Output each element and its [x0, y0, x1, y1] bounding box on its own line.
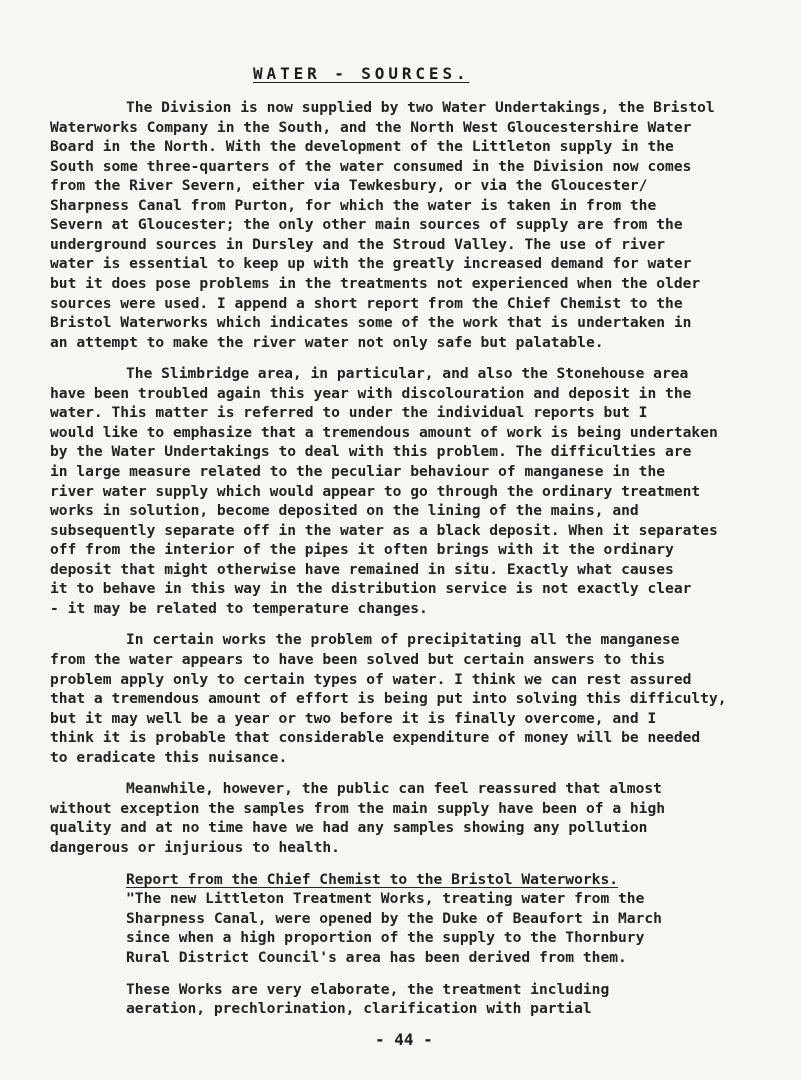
paragraph-line: The Division is now supplied by two Water Undertakings, the Bristol	[126, 99, 715, 116]
paragraph-line: water is essential to keep up with the greatly increased demand for water	[50, 255, 692, 273]
paragraph-line: sources were used. I append a short report from the Chief Chemist to the	[50, 294, 683, 312]
paragraph-line: to eradicate this nuisance.	[50, 748, 288, 766]
paragraph-line: The Slimbridge area, in particular, and also the Stonehouse area	[126, 365, 689, 383]
paragraph-line: In certain works the problem of precipitating all the manganese	[126, 631, 680, 649]
paragraph-line: but it may well be a year or two before it is finally overcome, and I	[50, 709, 657, 727]
paragraph-line: underground sources in Dursley and the Stroud Valley. The use of river	[50, 235, 666, 253]
report-heading: Report from the Chief Chemist to the Bristol Waterworks.	[126, 870, 619, 888]
paragraph-line: - it may be related to temperature changes.	[50, 599, 428, 617]
paragraph-line: think it is probable that considerable expenditure of money will be needed	[50, 729, 701, 747]
paragraph-line: dangerous or injurious to health.	[50, 839, 340, 856]
paragraph-line: from the River Severn, either via Tewkesbury, or via the Gloucester/	[50, 177, 648, 195]
paragraph-line: that a tremendous amount of effort is being put into solving this difficulty,	[50, 690, 727, 707]
paragraph-line: Sharpness Canal from Purton, for which the water is taken in from the	[50, 196, 657, 214]
page-heading: WATER - SOURCES.	[253, 64, 470, 83]
paragraph-line: Meanwhile, however, the public can feel reassured that almost	[126, 780, 662, 798]
paragraph-line: by the Water Undertakings to deal with this problem. The difficulties are	[50, 443, 692, 461]
paragraph-line: in large measure related to the peculiar behaviour of manganese in the	[50, 462, 666, 480]
paragraph-line: an attempt to make the river water not only safe but palatable.	[50, 333, 604, 351]
paragraph-line: Waterworks Company in the South, and the North West Gloucestershire Water	[50, 118, 692, 136]
report-line: "The new Littleton Treatment Works, treating water from the	[126, 890, 645, 908]
paragraph-line: from the water appears to have been solved but certain answers to this	[50, 651, 666, 668]
paragraph-line: but it does pose problems in the treatments not experienced when the older	[50, 274, 701, 292]
page-number: - 44 -	[375, 1030, 433, 1049]
paragraph-line: without exception the samples from the main supply have been of a high	[50, 799, 666, 817]
paragraph-line: deposit that might otherwise have remained in situ. Exactly what causes	[50, 560, 674, 578]
paragraph-line: problem apply only to certain types of water. I think we can rest assured	[50, 670, 692, 688]
paragraph-line: river water supply which would appear to go through the ordinary treatment	[50, 482, 701, 500]
paragraph-line: works in solution, become deposited on the lining of the mains, and	[50, 502, 639, 519]
paragraph-line: off from the interior of the pipes it often brings with it the ordinary	[50, 541, 674, 559]
paragraph-line: it to behave in this way in the distribution service is not exactly clear	[50, 580, 692, 598]
report-line: These Works are very elaborate, the treatment including	[126, 980, 610, 998]
paragraph-line: would like to emphasize that a tremendous amount of work is being undertaken	[50, 423, 718, 441]
paragraph-line: Bristol Waterworks which indicates some of the work that is undertaken in	[50, 314, 692, 331]
report-line: Rural District Council's area has been derived from them.	[126, 948, 627, 966]
report-line: since when a high proportion of the supply to the Thornbury	[126, 929, 645, 947]
report-line: aeration, prechlorination, clarification with partial	[126, 1000, 592, 1017]
paragraph-line: have been troubled again this year with discolouration and deposit in the	[50, 384, 692, 402]
paragraph-line: Board in the North. With the development of the Littleton supply in the	[50, 138, 674, 156]
report-line: Sharpness Canal, were opened by the Duke of Beaufort in March	[126, 909, 662, 927]
paragraph-line: quality and at no time have we had any samples showing any pollution	[50, 819, 648, 837]
paragraph-line: South some three-quarters of the water consumed in the Division now comes	[50, 157, 692, 175]
paragraph-line: water. This matter is referred to under the individual reports but I	[50, 404, 648, 422]
paragraph-line: subsequently separate off in the water as a black deposit. When it separates	[50, 521, 718, 539]
paragraph-line: Severn at Gloucester; the only other main sources of supply are from the	[50, 216, 683, 234]
